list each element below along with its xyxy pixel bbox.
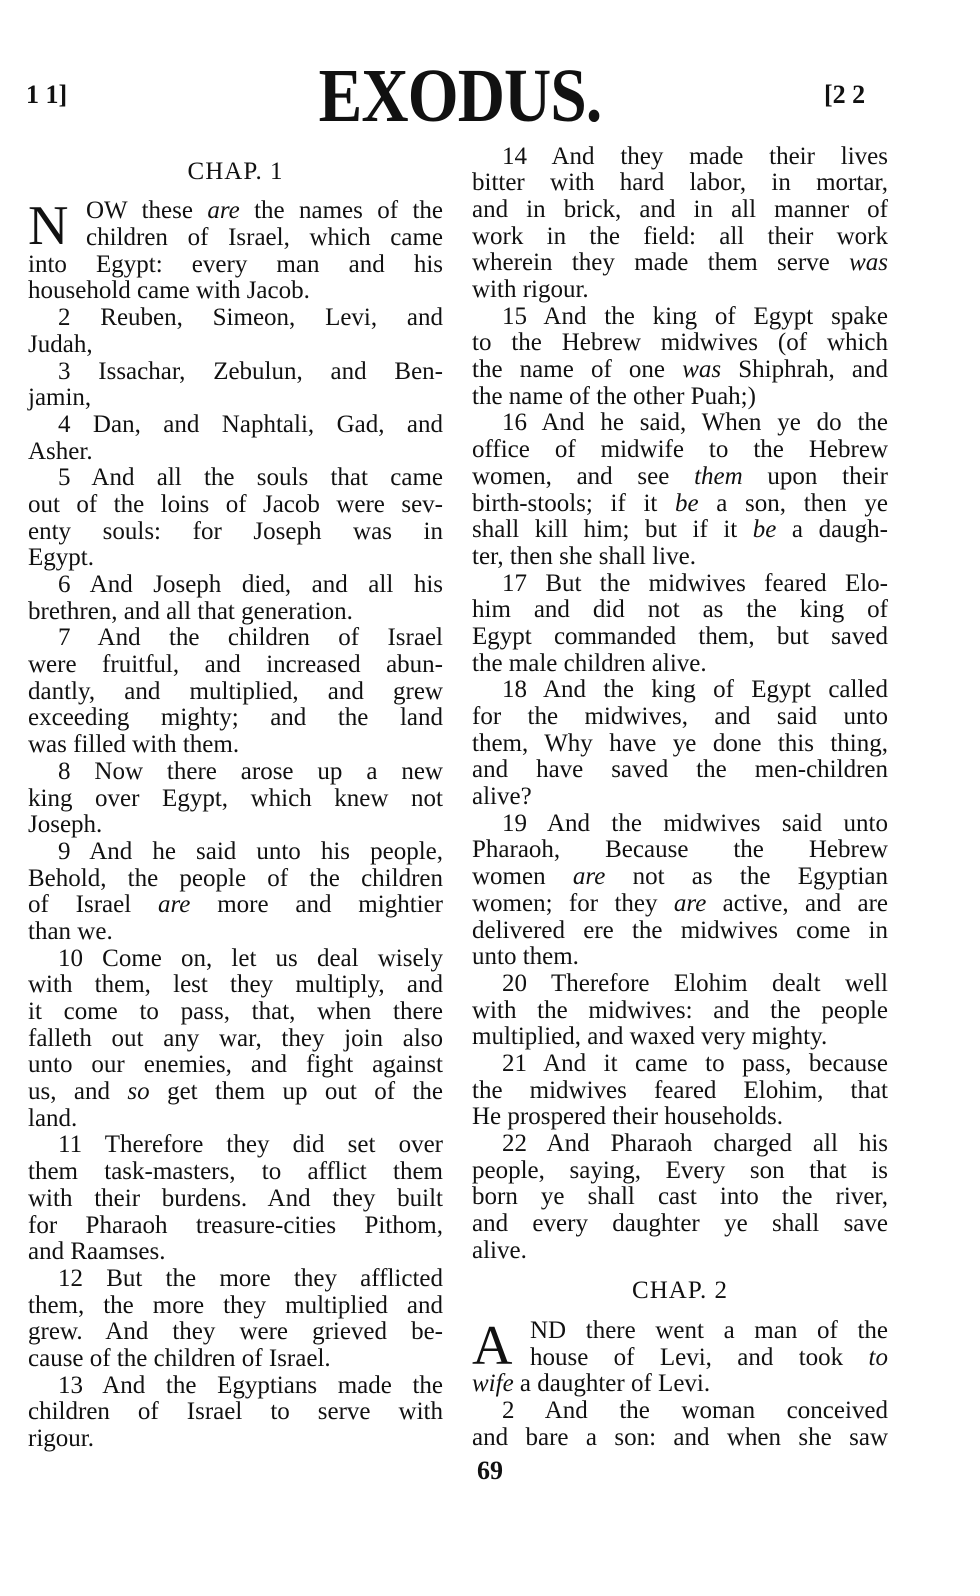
- text-line: women; for they are active, and are: [472, 889, 888, 917]
- text-line: 2 And the woman conceived: [502, 1396, 888, 1424]
- text-line: with rigour.: [472, 276, 589, 304]
- italic-text: to: [868, 1343, 888, 1371]
- text-line: 22 And Pharaoh charged all his: [502, 1130, 888, 1158]
- verse: [28, 1266, 443, 1373]
- text-line: Asher.: [28, 437, 93, 465]
- text-line: born ye shall cast into the river,: [472, 1183, 888, 1211]
- text-line: women are not as the Egyptian: [472, 863, 888, 891]
- verse: [28, 1132, 443, 1265]
- text-line: 2 Reuben, Simeon, Levi, and: [58, 304, 443, 332]
- italic-text: are: [572, 863, 606, 891]
- italic-text: so: [127, 1078, 150, 1106]
- text-line: king over Egypt, which knew not: [28, 784, 443, 812]
- text-line: with their burdens. And they built: [28, 1184, 443, 1212]
- running-head-right: [2 2: [824, 80, 866, 109]
- text-line: of Israel are more and mightier: [28, 891, 444, 919]
- text-line: brethren, and all that generation.: [28, 597, 353, 625]
- verse: [472, 571, 888, 678]
- text-line: and in brick, and in all manner of: [472, 195, 888, 223]
- verse: [472, 971, 888, 1051]
- verse: [28, 195, 443, 305]
- text-line: 12 But the more they afflicted: [58, 1264, 443, 1292]
- text-line: unto them.: [472, 943, 579, 971]
- verse: [28, 359, 443, 412]
- text-line: and have saved the men-children: [472, 756, 888, 784]
- text-line: 15 And the king of Egypt spake: [502, 302, 888, 330]
- drop-cap: N: [28, 195, 69, 258]
- text-line: and Raamses.: [28, 1238, 166, 1266]
- text-line: them, the more they multiplied and: [28, 1291, 443, 1319]
- verse: [28, 412, 443, 465]
- text-line: delivered ere the midwives come in: [472, 916, 888, 944]
- text-line: Judah,: [28, 330, 93, 358]
- text-line: Pharaoh, Because the Hebrew: [472, 836, 888, 864]
- text-line: and every daughter ye shall save: [472, 1210, 888, 1238]
- text-line: into Egypt: every man and his: [28, 250, 443, 278]
- text-line: was filled with them.: [28, 731, 240, 759]
- text-line: household came with Jacob.: [28, 277, 310, 305]
- text-line: house of Levi, and took to: [530, 1343, 888, 1371]
- text-line: women, and see them upon their: [472, 462, 888, 490]
- text-line: to the Hebrew midwives (of which: [472, 329, 888, 357]
- text-column-left: [28, 145, 443, 1453]
- italic-text: wife: [472, 1370, 514, 1398]
- text-line: than we.: [28, 917, 113, 945]
- text-line: wherein they made them serve was: [472, 249, 888, 277]
- text-line: 8 Now there arose up a new: [58, 757, 443, 785]
- verse: [28, 759, 443, 839]
- text-line: work in the field: all their work: [472, 222, 888, 250]
- chapter-heading: CHAP. 2: [632, 1277, 728, 1305]
- italic-text: be: [752, 516, 777, 544]
- text-line: the midwives feared Elohim, that: [472, 1076, 888, 1104]
- text-line: were fruitful, and increased abun-: [28, 651, 443, 679]
- verse: [28, 946, 443, 1133]
- text-line: 19 And the midwives said unto: [502, 809, 888, 837]
- text-line: falleth out any war, they join also: [28, 1024, 443, 1052]
- text-line: children of Israel to serve with: [28, 1398, 443, 1426]
- verse: [28, 572, 443, 625]
- text-line: out of the loins of Jacob were sev-: [28, 490, 443, 518]
- text-line: land.: [28, 1104, 78, 1132]
- verse: [472, 677, 888, 810]
- text-line: unto our enemies, and fight against: [28, 1051, 443, 1079]
- italic-text: are: [207, 197, 240, 225]
- chapter-heading: CHAP. 1: [187, 158, 284, 185]
- text-line: alive.: [472, 1236, 527, 1264]
- italic-text: was: [849, 249, 888, 277]
- text-line: 11 Therefore they did set over: [58, 1131, 443, 1159]
- text-line: exceeding mighty; and the land: [28, 704, 443, 732]
- text-line: 4 Dan, and Naphtali, Gad, and: [58, 410, 443, 438]
- verse: [472, 1051, 888, 1131]
- text-line: 16 And he said, When ye do the: [502, 409, 888, 437]
- verse: [28, 305, 443, 358]
- text-line: 13 And the Egyptians made the: [58, 1371, 443, 1399]
- text-line: children of Israel, which came: [86, 224, 443, 252]
- text-line: 6 And Joseph died, and all his: [58, 571, 443, 599]
- text-line: He prospered their households.: [472, 1103, 784, 1131]
- text-line: multiplied, and waxed very mighty.: [472, 1023, 828, 1051]
- text-line: 18 And the king of Egypt called: [502, 676, 888, 704]
- text-line: 17 But the midwives feared Elo-: [502, 569, 888, 597]
- text-column-right: [472, 144, 888, 1452]
- page-number: 69: [477, 1456, 503, 1485]
- verse: [28, 1373, 443, 1453]
- italic-text: was: [682, 356, 722, 384]
- italic-text: be: [675, 489, 699, 517]
- text-line: 9 And he said unto his people,: [58, 837, 443, 865]
- text-line: 14 And they made their lives: [502, 142, 888, 170]
- verse: [472, 144, 888, 304]
- italic-text: are: [157, 891, 191, 919]
- text-line: with the midwives: and the people: [472, 996, 888, 1024]
- text-line: with them, lest they multiply, and: [28, 971, 443, 999]
- text-line: bitter with hard labor, in mortar,: [472, 169, 888, 197]
- text-line: the male children alive.: [472, 649, 707, 677]
- verse: [472, 811, 888, 971]
- text-line: cause of the children of Israel.: [28, 1344, 331, 1372]
- text-line: it come to pass, that, when there: [28, 998, 443, 1026]
- text-line: people, saying, Every son that is: [472, 1156, 888, 1184]
- text-line: Joseph.: [28, 811, 103, 839]
- verse: [28, 465, 443, 572]
- text-line: Egypt.: [28, 544, 94, 572]
- text-line: dantly, and multiplied, and grew: [28, 677, 443, 705]
- text-line: 3 Issachar, Zebulun, and Ben-: [58, 357, 443, 385]
- text-line: 7 And the children of Israel: [58, 624, 443, 652]
- drop-cap: A: [472, 1314, 513, 1377]
- text-line: for Pharaoh treasure-cities Pithom,: [28, 1211, 443, 1239]
- text-line: him and did not as the king of: [472, 596, 888, 624]
- text-line: OW these are the names of the: [86, 197, 443, 225]
- text-line: and bare a son: and when she saw: [472, 1423, 888, 1451]
- verse: [28, 839, 443, 946]
- text-line: 20 Therefore Elohim dealt well: [502, 969, 888, 997]
- text-line: rigour.: [28, 1425, 94, 1453]
- running-head-left: 1 1]: [26, 80, 68, 109]
- text-line: enty souls: for Joseph was in: [28, 517, 443, 545]
- italic-text: them: [694, 462, 743, 490]
- verse: [28, 625, 443, 758]
- text-line: alive?: [472, 783, 532, 811]
- text-line: Behold, the people of the children: [28, 864, 443, 892]
- verse: [472, 1131, 888, 1264]
- verse: [472, 410, 888, 570]
- text-line: wife a daughter of Levi.: [472, 1370, 711, 1398]
- book-title: EXODUS.: [318, 54, 602, 138]
- verse: [472, 1398, 888, 1451]
- text-line: them, Why have ye done this thing,: [472, 729, 888, 757]
- text-line: for the midwives, and said unto: [472, 703, 888, 731]
- text-line: the name of one was Shiphrah, and: [472, 356, 888, 384]
- text-line: grew. And they were grieved be-: [28, 1318, 443, 1346]
- text-line: office of midwife to the Hebrew: [472, 436, 888, 464]
- text-line: 21 And it came to pass, because: [502, 1049, 888, 1077]
- text-line: ter, then she shall live.: [472, 542, 696, 570]
- text-line: them task-masters, to afflict them: [28, 1158, 443, 1186]
- italic-text: are: [673, 889, 707, 917]
- text-line: 10 Come on, let us deal wisely: [58, 944, 443, 972]
- text-line: 5 And all the souls that came: [58, 464, 443, 492]
- verse: [472, 1314, 888, 1398]
- text-line: birth-stools; if it be a son, then ye: [472, 489, 889, 517]
- verse: [472, 304, 888, 411]
- text-line: jamin,: [28, 384, 92, 412]
- text-line: ND there went a man of the: [530, 1316, 888, 1344]
- text-line: the name of the other Puah;): [472, 382, 756, 410]
- text-line: Egypt commanded them, but saved: [472, 622, 888, 650]
- text-line: shall kill him; but if it be a daugh-: [472, 516, 888, 544]
- text-line: us, and so get them up out of the: [28, 1078, 444, 1106]
